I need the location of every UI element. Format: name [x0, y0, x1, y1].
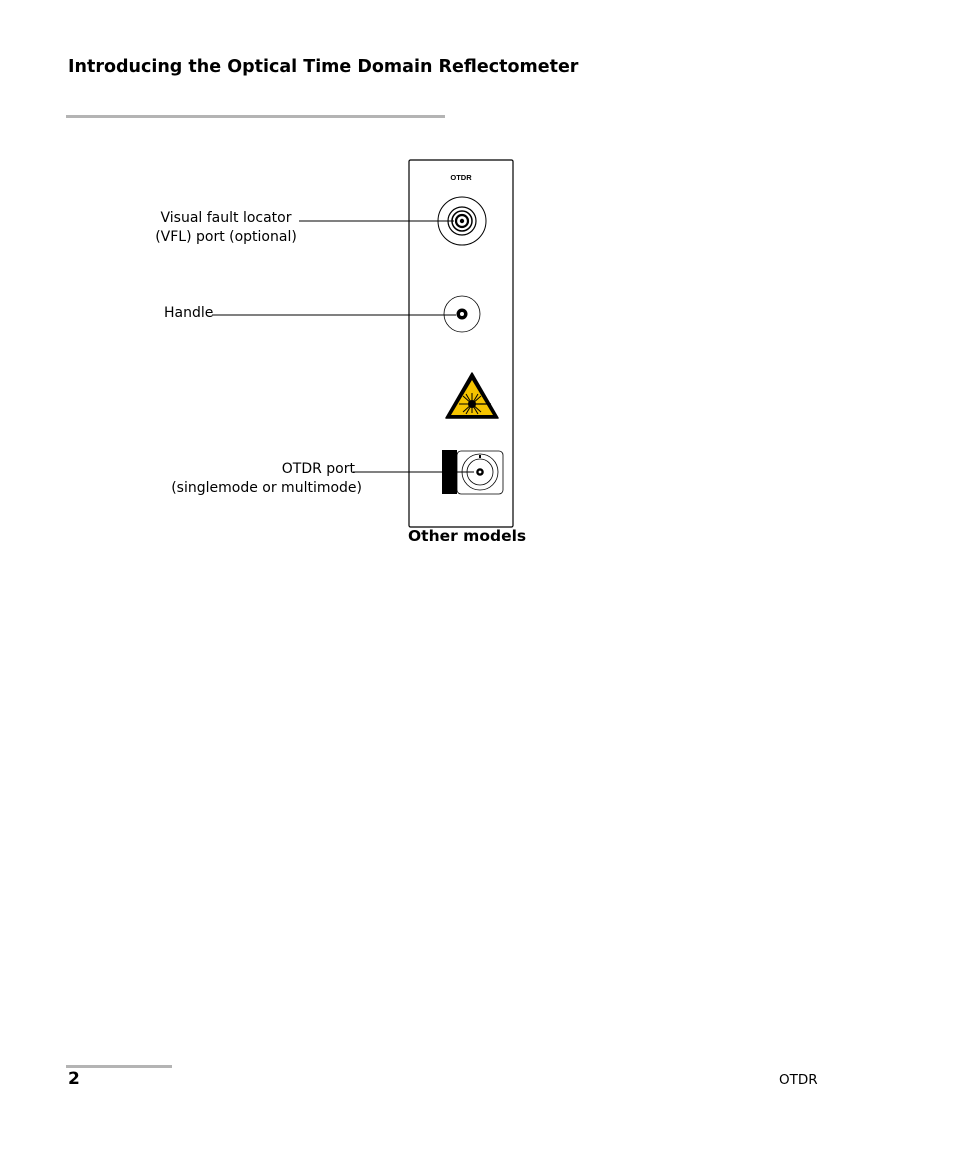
otdr-module-diagram	[0, 0, 954, 560]
callout-otdr-line2: (singlemode or multimode)	[171, 480, 362, 496]
callout-otdr-line1: OTDR port	[281, 461, 355, 477]
callout-vfl-line2: (VFL) port (optional)	[155, 229, 297, 245]
panel-label: OTDR	[450, 173, 472, 182]
callout-handle: Handle	[164, 305, 214, 321]
footer-rule	[66, 1065, 172, 1068]
page-title: Introducing the Optical Time Domain Reflectometer	[68, 57, 579, 77]
page-number: 2	[68, 1069, 80, 1089]
callout-vfl-line1: Visual fault locator	[160, 210, 292, 226]
callout-otdr-port	[160, 460, 362, 498]
footer-doc-name: OTDR	[779, 1072, 818, 1088]
callout-vfl-port	[140, 209, 312, 247]
figure-caption: Other models	[408, 527, 527, 545]
